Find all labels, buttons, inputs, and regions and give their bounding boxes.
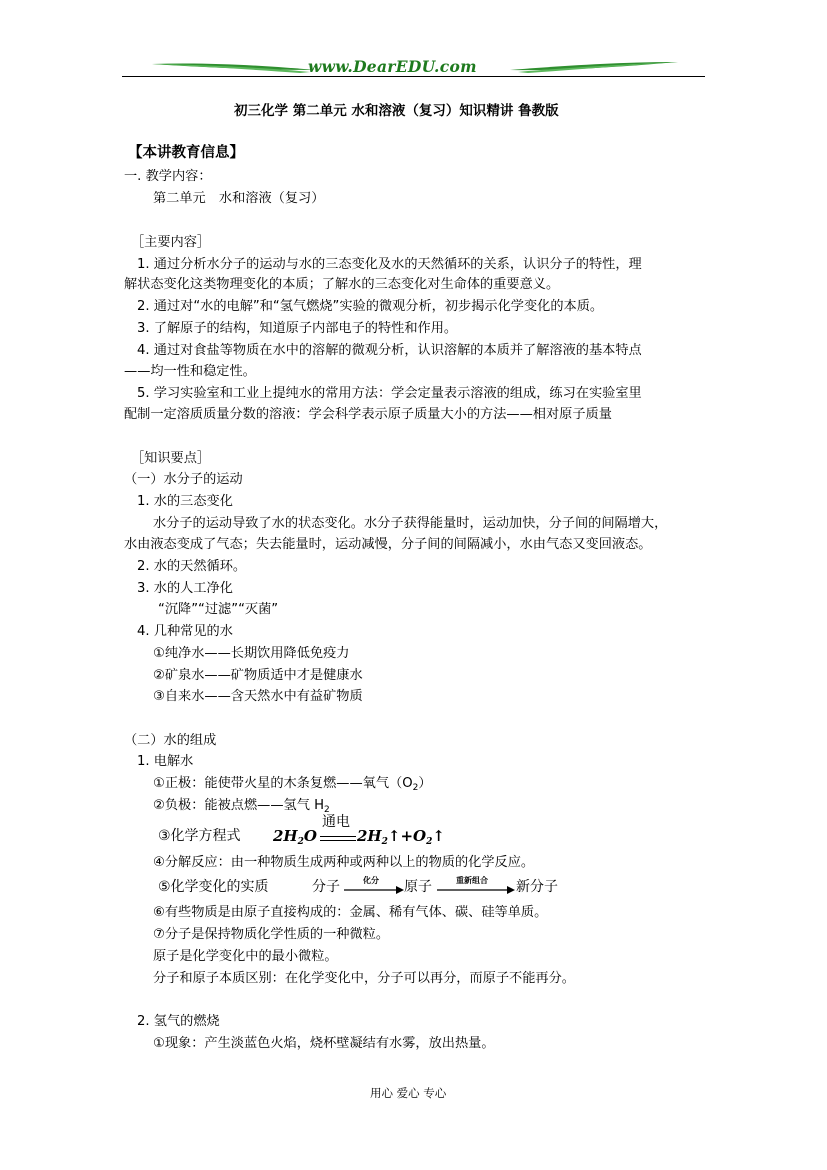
p1-item1-text1: 水分子的运动导致了水的状态变化。水分子获得能量时，运动加快，分子间的间隔增大，: [153, 516, 668, 531]
equation-reactant: $2H_2O$: [273, 827, 317, 847]
part1-label: （一）水分子的运动: [124, 472, 243, 487]
p2-note8: 原子是化学变化中的最小微粒。: [153, 949, 338, 964]
equation-condition: 通电: [322, 814, 350, 830]
main-item-4b: ——均一性和稳定性。: [124, 364, 256, 379]
equation-equals-sign: [320, 836, 356, 841]
header-rule: [122, 76, 705, 77]
p2-note9: 分子和原子本质区别：在化学变化中，分子可以再分，而原子不能再分。: [153, 971, 575, 986]
p1-item2: 2. 水的天然循环。: [137, 559, 247, 574]
p1-item4-b: ②矿泉水——矿物质适中才是健康水: [153, 668, 363, 683]
essence-molecule: 分子: [312, 879, 340, 895]
main-item-3: 3. 了解原子的结构，知道原子内部电子的特性和作用。: [137, 321, 458, 336]
section-heading: 【本讲教育信息】: [128, 145, 244, 161]
p1-item3-text: “沉降”“过滤”“灭菌”: [158, 602, 279, 617]
p2-decomposition: ④分解反应：由一种物质生成两种或两种以上的物质的化学反应。: [153, 855, 535, 870]
essence-arrow2-label: 重新组合: [456, 876, 488, 885]
p1-item3: 3. 水的人工净化: [137, 581, 233, 596]
essence-arrow2-icon: [437, 886, 515, 894]
p2-item2: 2. 氢气的燃烧: [137, 1014, 220, 1029]
main-content-label: ［主要内容］: [131, 235, 211, 250]
knowledge-label: ［知识要点］: [131, 451, 211, 466]
main-item-1a: 1. 通过分析水分子的运动与水的三态变化及水的天然循环的关系，认识分子的特性，理: [137, 257, 642, 272]
document-title: 初三化学 第二单元 水和溶液（复习）知识精讲 鲁教版: [234, 103, 559, 119]
p1-item1: 1. 水的三态变化: [137, 494, 233, 509]
p2-item2-text: ①现象：产生淡蓝色火焰，烧杯壁凝结有水雾，放出热量。: [153, 1036, 495, 1051]
main-item-1b: 解状态变化这类物理变化的本质；了解水的三态变化对生命体的重要意义。: [124, 277, 560, 292]
footer-text: 用心 爱心 专心: [370, 1086, 447, 1100]
site-logo-text: www.DearEDU.com: [308, 57, 477, 76]
p2-item1: 1. 电解水: [137, 754, 194, 769]
main-item-4a: 4. 通过对食盐等物质在水中的溶解的微观分析，认识溶解的本质并了解溶液的基本特点: [137, 343, 642, 358]
p2-essence-label: ⑤化学变化的实质: [158, 879, 269, 895]
equation-products: $2H_2↑+O_2↑$: [357, 827, 445, 847]
p2-note6: ⑥有些物质是由原子直接构成的：金属、稀有气体、碳、硅等单质。: [153, 905, 548, 920]
teaching-content-value: 第二单元 水和溶液（复习）: [153, 191, 325, 206]
p2-note7: ⑦分子是保持物质化学性质的一种微粒。: [153, 927, 390, 942]
main-item-5a: 5. 学习实验室和工业上提纯水的常用方法：学会定量表示溶液的组成，练习在实验室里: [137, 386, 642, 401]
p1-item4-c: ③自来水——含天然水中有益矿物质: [153, 689, 363, 704]
main-item-2: 2. 通过对“水的电解”和“氢气燃烧”实验的微观分析，初步揭示化学变化的本质。: [137, 299, 604, 314]
p2-negative-electrode: ②负极：能被点燃——氢气 $H_2$: [153, 798, 330, 815]
p2-equation-label: ③化学方程式: [158, 828, 241, 844]
essence-arrow1-label: 化分: [363, 876, 379, 885]
p1-item1-text2: 水由液态变成了气态；失去能量时，运动减慢，分子间的间隔减小，水由气态又变回液态。: [124, 537, 652, 552]
main-item-5b: 配制一定溶质质量分数的溶液：学会科学表示原子质量大小的方法——相对原子质量: [124, 407, 612, 422]
essence-arrow1-icon: [344, 886, 404, 894]
essence-atom: 原子: [404, 879, 432, 895]
p2-positive-electrode: ①正极：能使带火星的木条复燃——氧气$(O_2)$: [153, 776, 432, 793]
teaching-content-label: 一. 教学内容：: [124, 169, 212, 184]
part2-label: （二）水的组成: [124, 733, 217, 748]
p1-item4: 4. 几种常见的水: [137, 624, 233, 639]
essence-new-molecule: 新分子: [516, 879, 558, 895]
p1-item4-a: ①纯净水——长期饮用降低免疫力: [153, 646, 350, 661]
